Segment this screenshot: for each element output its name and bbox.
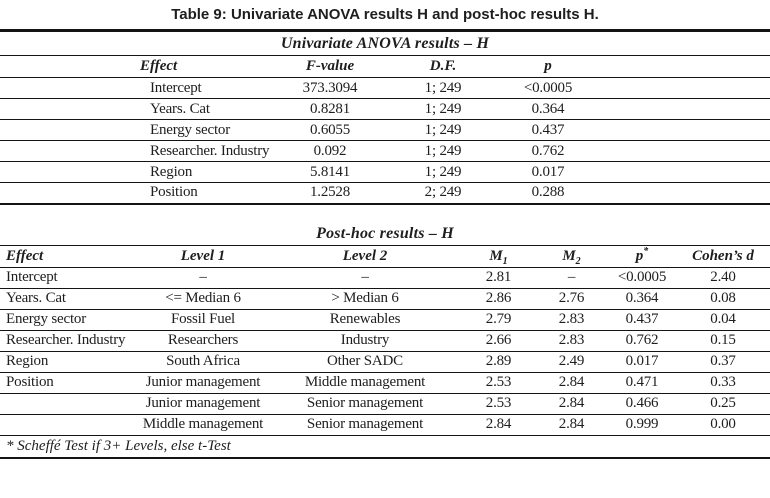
anova-col-fvalue: F-value (305, 58, 355, 74)
posthoc-cell-m1: 2.79 (485, 311, 512, 327)
posthoc-cell-effect: Researcher. Industry (6, 332, 126, 348)
posthoc-cell-p: <0.0005 (617, 269, 667, 285)
posthoc-cell-cohens-d: 0.37 (710, 353, 736, 369)
spacer-cell (592, 99, 770, 120)
anova-cell-fvalue: 0.092 (313, 142, 347, 159)
anova-cell-df: 1; 249 (424, 100, 462, 117)
m1-label: M (489, 247, 503, 264)
posthoc-row-energy-sector (0, 309, 770, 330)
p-asterisk: * (643, 245, 649, 257)
anova-cell-p: 0.364 (531, 100, 565, 117)
posthoc-cell-level2: > Median 6 (331, 290, 399, 306)
anova-row-intercept (0, 78, 770, 99)
posthoc-col-p (608, 245, 676, 267)
anova-cell-effect: Position (150, 184, 198, 201)
posthoc-cell-m2: 2.83 (558, 311, 585, 327)
anova-row-energy-sector (0, 120, 770, 141)
posthoc-cell-effect: Position (6, 374, 54, 390)
posthoc-row-region (0, 351, 770, 372)
posthoc-cell-m2: 2.76 (558, 290, 585, 306)
spacer-cell (0, 78, 140, 99)
posthoc-cell-m1: 2.81 (485, 269, 512, 285)
posthoc-row-position-2 (0, 393, 770, 414)
posthoc-table-title: Post-hoc results – H (316, 224, 454, 242)
posthoc-cell-p: 0.762 (625, 332, 659, 348)
posthoc-row-years-cat (0, 288, 770, 309)
posthoc-cell-m1: 2.84 (485, 416, 512, 432)
posthoc-cell-cohens-d: 2.40 (710, 269, 736, 285)
posthoc-cell-level1: <= Median 6 (165, 290, 241, 306)
anova-col-effect: Effect (140, 58, 178, 74)
posthoc-cell-level1: Junior management (145, 395, 261, 411)
posthoc-cell-effect (0, 414, 138, 435)
posthoc-cell-level1: Fossil Fuel (170, 311, 236, 327)
anova-cell-df: 2; 249 (424, 184, 462, 201)
posthoc-cell-effect: Energy sector (6, 311, 87, 327)
anova-row-years-cat (0, 99, 770, 120)
posthoc-table (0, 245, 770, 460)
spacer-cell (592, 141, 770, 162)
posthoc-cell-m2: 2.83 (558, 332, 585, 348)
posthoc-cell-level2: Senior management (306, 395, 424, 411)
anova-cell-df: 1; 249 (424, 121, 462, 138)
posthoc-row-researcher-industry (0, 330, 770, 351)
posthoc-cell-m2: – (567, 269, 576, 285)
m1-subscript: 1 (502, 255, 508, 267)
posthoc-cell-cohens-d: 0.08 (710, 290, 736, 306)
posthoc-col-m2 (535, 245, 608, 267)
anova-col-df: D.F. (429, 58, 457, 74)
p-label: p (635, 247, 644, 264)
posthoc-cell-cohens-d: 0.00 (710, 416, 736, 432)
posthoc-cell-level2: Senior management (306, 416, 424, 432)
spacer-cell (592, 56, 770, 78)
spacer-cell (592, 120, 770, 141)
posthoc-cell-effect (0, 393, 138, 414)
posthoc-cell-cohens-d: 0.33 (710, 374, 736, 390)
spacer-cell (592, 183, 770, 204)
posthoc-cell-effect: Years. Cat (6, 290, 66, 306)
anova-cell-effect: Energy sector (150, 121, 231, 138)
anova-cell-fvalue: 5.8141 (309, 163, 351, 180)
posthoc-cell-level1: South Africa (166, 353, 240, 369)
spacer-cell (592, 162, 770, 183)
posthoc-cell-m2: 2.84 (558, 395, 585, 411)
posthoc-cell-m1: 2.86 (485, 290, 512, 306)
table-footnote: * Scheffé Test if 3+ Levels, else t-Test (6, 437, 231, 454)
anova-cell-p: 0.288 (531, 184, 565, 201)
anova-cell-p: 0.017 (531, 163, 565, 180)
posthoc-cell-level1: Middle management (142, 416, 264, 432)
posthoc-row-intercept (0, 267, 770, 288)
posthoc-cell-m1: 2.66 (485, 332, 512, 348)
posthoc-cell-m2: 2.49 (558, 353, 585, 369)
posthoc-cell-cohens-d: 0.15 (710, 332, 736, 348)
posthoc-col-m1 (462, 245, 535, 267)
m2-subscript: 2 (575, 255, 581, 267)
posthoc-cell-m2: 2.84 (558, 374, 585, 390)
posthoc-col-level2: Level 2 (342, 247, 388, 264)
posthoc-cell-p: 0.364 (625, 290, 659, 306)
anova-table (0, 55, 770, 205)
posthoc-row-position-3 (0, 414, 770, 435)
anova-cell-effect: Region (150, 163, 193, 180)
posthoc-cell-level2: Middle management (304, 374, 426, 390)
posthoc-cell-level2: – (361, 269, 369, 285)
posthoc-col-effect: Effect (6, 247, 44, 264)
posthoc-cell-level1: Researchers (167, 332, 239, 348)
anova-cell-p: <0.0005 (523, 79, 573, 96)
m2-label: M (562, 247, 576, 264)
anova-cell-effect: Years. Cat (150, 100, 210, 117)
anova-cell-fvalue: 0.8281 (309, 100, 351, 117)
spacer-cell (0, 56, 140, 78)
posthoc-cell-m1: 2.89 (485, 353, 512, 369)
spacer-cell (592, 78, 770, 99)
spacer-cell (0, 162, 140, 183)
posthoc-cell-level2: Renewables (329, 311, 401, 327)
posthoc-cell-level2: Other SADC (327, 353, 403, 369)
anova-cell-p: 0.762 (531, 142, 565, 159)
anova-row-position (0, 183, 770, 204)
posthoc-col-level1: Level 1 (180, 247, 226, 264)
anova-header-row (0, 56, 770, 78)
posthoc-cell-p: 0.999 (625, 416, 659, 432)
anova-cell-p: 0.437 (531, 121, 565, 138)
posthoc-cell-level2: Industry (340, 332, 390, 348)
spacer-cell (0, 120, 140, 141)
posthoc-cell-effect: Region (6, 353, 49, 369)
posthoc-header-row (0, 245, 770, 267)
anova-cell-effect: Intercept (150, 79, 202, 96)
anova-cell-fvalue: 373.3094 (302, 79, 358, 96)
posthoc-col-cohens-d: Cohen’s d (692, 247, 754, 264)
posthoc-cell-effect: Intercept (6, 269, 58, 285)
posthoc-cell-m1: 2.53 (485, 374, 512, 390)
anova-cell-df: 1; 249 (424, 142, 462, 159)
posthoc-cell-cohens-d: 0.25 (710, 395, 736, 411)
posthoc-cell-m1: 2.53 (485, 395, 512, 411)
anova-cell-effect: Researcher. Industry (150, 142, 270, 159)
spacer-cell (0, 183, 140, 204)
posthoc-cell-p: 0.471 (625, 374, 659, 390)
anova-cell-df: 1; 249 (424, 79, 462, 96)
anova-table-title: Univariate ANOVA results – H (280, 35, 490, 52)
spacer-cell (0, 141, 140, 162)
posthoc-cell-cohens-d: 0.04 (710, 311, 736, 327)
anova-cell-df: 1; 249 (424, 163, 462, 180)
posthoc-cell-p: 0.017 (625, 353, 659, 369)
table-footnote-row (0, 435, 770, 458)
posthoc-cell-level1: – (199, 269, 207, 285)
anova-cell-fvalue: 1.2528 (309, 184, 351, 201)
posthoc-cell-level1: Junior management (145, 374, 261, 390)
anova-cell-fvalue: 0.6055 (309, 121, 351, 138)
posthoc-cell-m2: 2.84 (558, 416, 585, 432)
posthoc-row-position-1 (0, 372, 770, 393)
posthoc-cell-p: 0.466 (625, 395, 659, 411)
table-caption: Table 9: Univariate ANOVA results H and post-hoc results H. (0, 0, 770, 32)
anova-row-region (0, 162, 770, 183)
posthoc-cell-p: 0.437 (625, 311, 659, 327)
spacer-cell (0, 99, 140, 120)
anova-col-p: p (544, 58, 552, 74)
anova-row-researcher-industry (0, 141, 770, 162)
